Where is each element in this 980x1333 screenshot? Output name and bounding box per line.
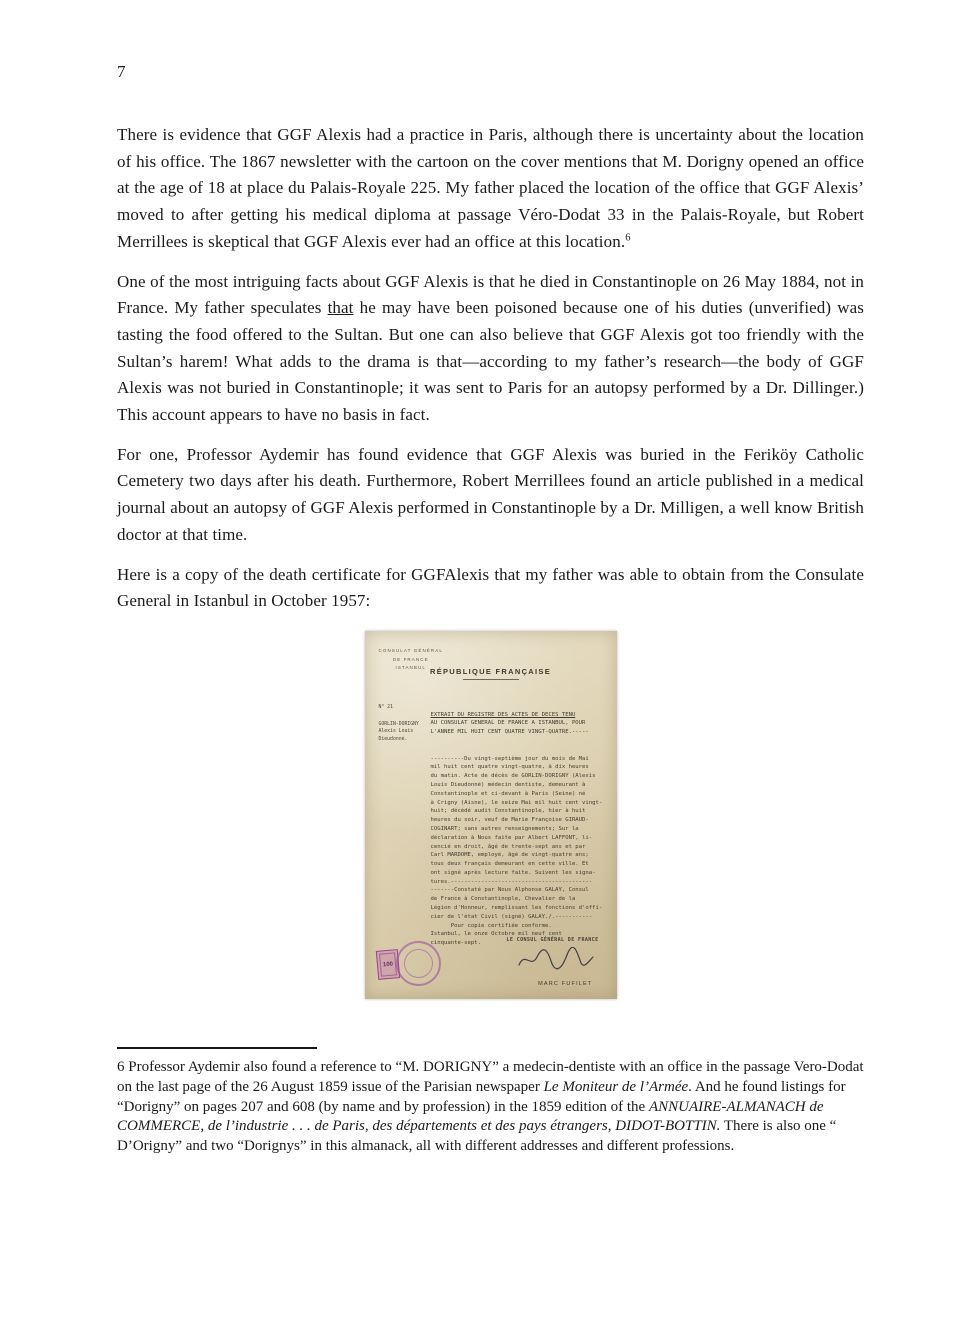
certificate-body-line: Louis Dieudonné) médecin dentiste, demeurant à bbox=[430, 781, 586, 788]
certificate-body-line: huit; décédé audit Constantinople, hier à huit bbox=[430, 808, 586, 815]
certificate-body-line: Constantinople et ci-devant à Paris (Seine) né bbox=[430, 790, 586, 797]
paragraph-practice-in-paris bbox=[117, 122, 864, 256]
certificate-body-line: cier de l'état Civil (signé) GALAY./.----------- bbox=[430, 913, 593, 920]
paragraph-certificate-intro: Here is a copy of the death certificate for GGFAlexis that my father was able to obtain from the Consulate General in Istanbul in October 1957: bbox=[117, 564, 864, 611]
consulate-corner-header bbox=[379, 647, 443, 673]
paragraph-text: There is evidence that GGF Alexis had a practice in Paris, although there is uncertainty about the location of his office. The 1867 newsletter with the cartoon on the cover mentions that M. Dorigny opened an office at the age of 18 at place du Palais-Royale 225. My father placed the location of the office that GGF Alexis’ moved to after getting his medical diploma at passage Véro-Dodat 33 in the Palais-Royale, but Robert Merrillees is skeptical that GGF Alexis ever had an office at this location. bbox=[117, 125, 864, 251]
certificate-body-line: Légion d'Honneur, remplissant les fonctions d'offi- bbox=[430, 905, 603, 912]
certificate-body-line: cencié en droit, âgé de trente-sept ans et par bbox=[430, 843, 586, 850]
certificate-heading-line: EXTRAIT DU REGISTRE DES ACTES DE DECES TENU bbox=[430, 711, 576, 718]
act-number: N° 21 bbox=[378, 704, 393, 710]
footnote-italic-title: ANNUAIRE-ALMANACH de COMMERCE, de l’industrie . . . de Paris, des départements et des pays étrangers, DIDOT-BOTTIN. bbox=[117, 1098, 824, 1135]
certificate-body-line: mil huit cent quatre vingt-quatre, à dix heures bbox=[430, 764, 589, 771]
certificate-body-line: de France à Constantinople, Chevalier de la bbox=[430, 896, 576, 903]
underlined-word: that bbox=[327, 298, 354, 318]
deceased-name-line: Dieudonné. bbox=[378, 736, 408, 742]
consulate-corner-line: CONSULAT GÉNÉRAL bbox=[378, 647, 443, 653]
certificate-body-line: COGINART; sans autres renseignements; Sur la bbox=[430, 825, 579, 832]
certificate-body-line: -------Constaté par Nous Alphonse GALAY, Consul bbox=[430, 887, 589, 894]
certificate-typed-text bbox=[431, 693, 605, 966]
certificate-body-line: tures.------------------------------------------ bbox=[430, 878, 593, 885]
signer-name: MARC FUFILET bbox=[538, 980, 593, 987]
footnote-italic-title: Le Moniteur de l’Armée bbox=[543, 1078, 689, 1095]
certificate-body-line: déclaration à Nous faite par Albert LAFFONT, li- bbox=[430, 834, 593, 841]
footnote-text: . And he found listings for “Dorigny” on pages 207 and 608 (by name and by profession) in the 1859 edition of the bbox=[117, 1078, 846, 1115]
certificate-body-line: Istanbul, le onze Octobre mil neuf cent bbox=[430, 931, 562, 938]
paragraph-death-constantinople bbox=[117, 269, 864, 429]
footnote-area bbox=[117, 1047, 864, 1157]
certificate-heading-line: AU CONSULAT GENERAL DE FRANCE A ISTANBUL, POUR bbox=[430, 720, 586, 727]
certificate-title: RÉPUBLIQUE FRANÇAISE bbox=[429, 666, 551, 676]
page-number: 7 bbox=[117, 62, 126, 81]
death-certificate-image bbox=[365, 631, 617, 999]
consulate-corner-line: ISTANBUL bbox=[395, 665, 426, 671]
certificate-body-lines bbox=[431, 755, 605, 949]
deceased-name-line: GORLIN-DORIGNY bbox=[378, 721, 419, 727]
certificate-body-line: tous deux français demeurant en cette ville. Et bbox=[430, 861, 589, 868]
footnote-text: 6 Professor Aydemir also found a reference to “M. DORIGNY” a medecin-dentiste with an office in the passage Vero-Dodat on the last page of the 26 August 1859 issue of the Parisian newspaper bbox=[117, 1058, 864, 1095]
certificate-figure bbox=[117, 631, 864, 999]
signature-icon bbox=[517, 947, 595, 973]
certificate-body-line: ----------Du vingt-septième jour du mois de Mai bbox=[430, 755, 589, 762]
certificate-body-line: du matin. Acte de décès de GORLIN-DORIGNY (Alexis bbox=[430, 773, 596, 780]
deceased-name-line: Alexis Louis bbox=[378, 729, 414, 735]
deceased-name-block bbox=[379, 721, 431, 744]
certificate-heading bbox=[431, 711, 605, 737]
paragraph-ferikoy-cemetery: For one, Professor Aydemir has found evidence that GGF Alexis was buried in the Feriköy Catholic Cemetery two days after his death. Furthermore, Robert Merrillees found an article published in a medical journal about an autopsy of GGF Alexis performed in Constantinople by a Dr. Milligen, a well know British doctor at that time. bbox=[117, 444, 864, 544]
paragraph-text: One of the most intriguing facts about GGF Alexis is that he died in Constantinople on 26 May 1884, not in France. My father speculates bbox=[117, 271, 864, 318]
footnote-6 bbox=[117, 1058, 864, 1157]
stamp-value: 100 bbox=[382, 961, 393, 968]
certificate-columns bbox=[377, 693, 605, 966]
certificate-margin-notes bbox=[377, 693, 431, 966]
certificate-body-line: cinquante-sept. bbox=[430, 940, 482, 947]
consul-general-title: LE CONSUL GÉNÉRAL DE FRANCE bbox=[506, 936, 599, 943]
consulate-corner-line: DE FRANCE bbox=[392, 656, 429, 662]
footnote-ref-6: 6 bbox=[625, 232, 631, 244]
certificate-heading-line: L'ANNEE MIL HUIT CENT QUATRE VINGT-QUATRE.----- bbox=[430, 729, 589, 736]
certificate-body-line: heures du soir, veuf de Marie Françoise GIRAUD- bbox=[430, 817, 589, 824]
certificate-body-line: ont signé après lecture faite. Suivent les signa- bbox=[430, 869, 596, 876]
paragraph-text: he may have been poisoned because one of his duties (unverified) was tasting the food offered to the Sultan. But one can also believe that GGF Alexis got too friendly with the Sultan’s harem! What adds to the drama is that—according to my father’s research—the body of GGF Alexis was not buried in Constantinople; it was sent to Paris for an autopsy performed by a Dr. Dillinger.) This account appears to have no basis in fact. bbox=[117, 298, 864, 425]
footnote-text: There is also one “ D’Origny” and two “Dorignys” in this almanack, all with different addresses and different professions. bbox=[117, 1118, 837, 1155]
certificate-body-line: Carl MARDOME, employé, âgé de vingt-quatre ans; bbox=[430, 852, 589, 859]
footnote-divider bbox=[117, 1047, 317, 1049]
title-underline-rule bbox=[463, 679, 519, 680]
certificate-body-line: à Crigny (Aisne), le seize Mai mil huit cent vingt- bbox=[430, 799, 603, 806]
certificate-body-line: Pour copie certifiée conforme. bbox=[430, 922, 552, 929]
